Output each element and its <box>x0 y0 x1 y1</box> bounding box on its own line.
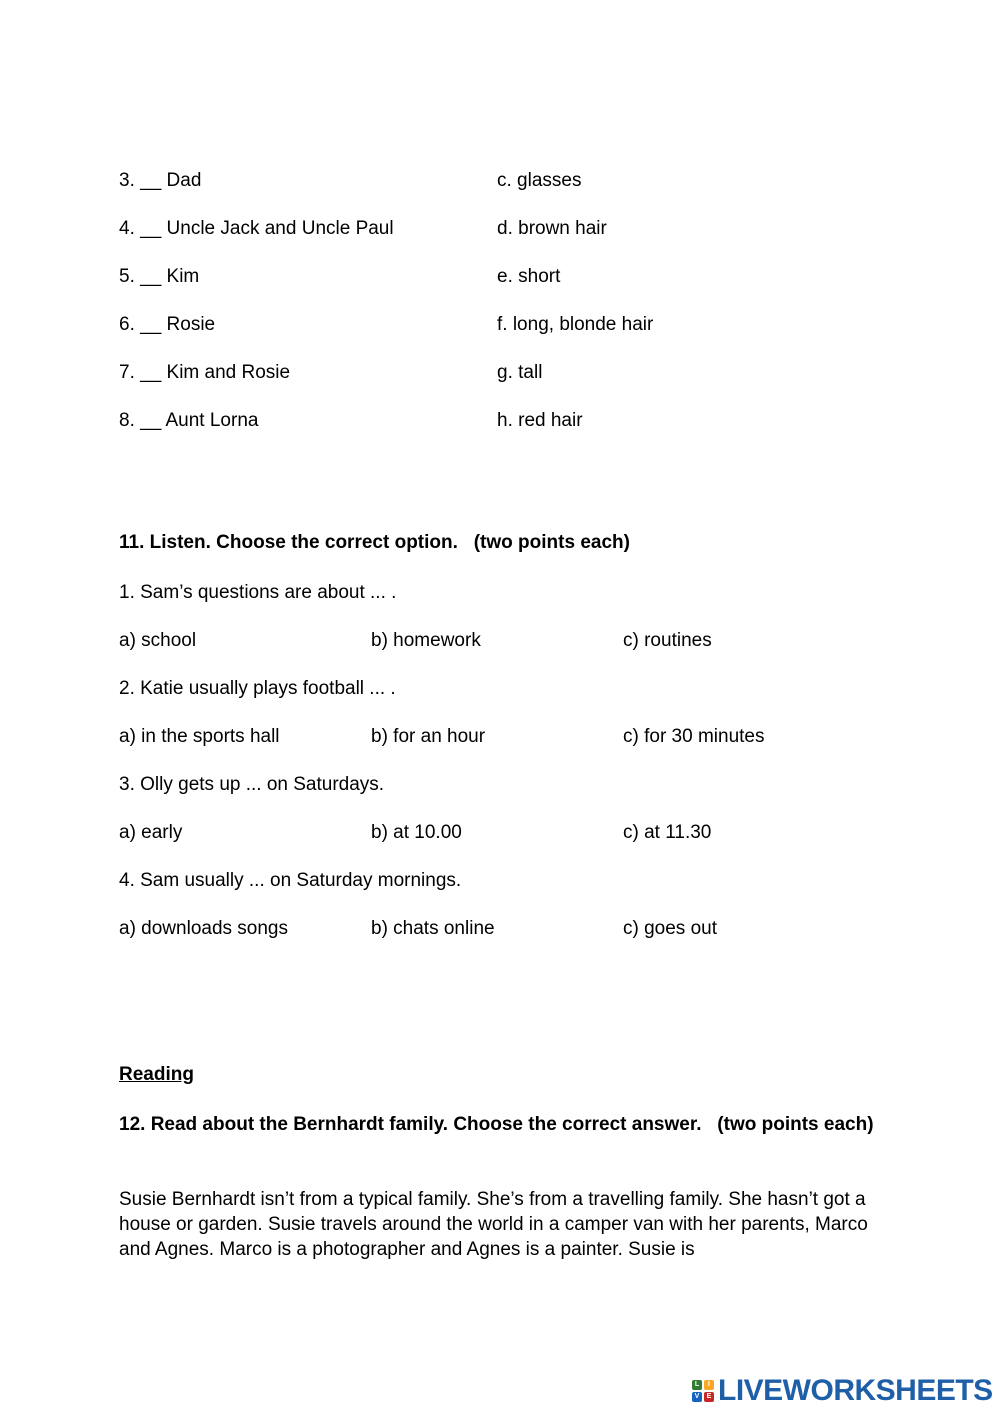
matching-right-item: h. red hair <box>497 410 583 431</box>
liveworksheets-logo <box>692 1376 993 1406</box>
option-b: b) homework <box>371 630 481 651</box>
matching-right-item: e. short <box>497 266 561 287</box>
option-c: c) at 11.30 <box>623 822 712 843</box>
option-c: c) routines <box>623 630 712 651</box>
option-a: a) early <box>119 822 183 843</box>
question-text: 3. Olly gets up ... on Saturdays. <box>119 774 385 795</box>
matching-left-item: 5. __ Kim <box>119 266 200 287</box>
question-text: 1. Sam’s questions are about ... . <box>119 582 397 603</box>
logo-mark-cell: I <box>704 1380 714 1390</box>
option-b: b) at 10.00 <box>371 822 462 843</box>
reading-heading: 12. Read about the Bernhardt family. Choose the correct answer. (two points each) <box>119 1114 874 1135</box>
matching-left-item: 3. __ Dad <box>119 170 202 191</box>
reading-passage: Susie Bernhardt isn’t from a typical family. She’s from a travelling family. She hasn’t got a house or garden. Susie travels around the world in a camper van with her parents, Marco and Agnes. Marco is a photographer and Agnes is a painter. Susie is <box>119 1189 868 1260</box>
matching-left-item: 4. __ Uncle Jack and Uncle Paul <box>119 218 394 239</box>
question-text: 4. Sam usually ... on Saturday mornings. <box>119 870 462 891</box>
option-c: c) for 30 minutes <box>623 726 765 747</box>
matching-left-item: 6. __ Rosie <box>119 314 216 335</box>
option-b: b) chats online <box>371 918 495 939</box>
matching-right-item: c. glasses <box>497 170 582 191</box>
logo-mark-cell: E <box>704 1392 714 1402</box>
option-a: a) in the sports hall <box>119 726 280 747</box>
listening-heading: 11. Listen. Choose the correct option. (two points each) <box>119 532 630 553</box>
matching-right-item: f. long, blonde hair <box>497 314 654 335</box>
matching-right-item: d. brown hair <box>497 218 607 239</box>
option-c: c) goes out <box>623 918 717 939</box>
logo-mark-cell: V <box>692 1392 702 1402</box>
question-text: 2. Katie usually plays football ... . <box>119 678 396 699</box>
logo-mark-icon <box>692 1380 714 1402</box>
option-a: a) downloads songs <box>119 918 288 939</box>
matching-left-item: 8. __ Aunt Lorna <box>119 410 259 431</box>
section-title: Reading <box>119 1064 194 1085</box>
option-a: a) school <box>119 630 197 651</box>
option-b: b) for an hour <box>371 726 486 747</box>
logo-text: LIVEWORKSHEETS <box>718 1374 993 1407</box>
matching-right-item: g. tall <box>497 362 543 383</box>
matching-left-item: 7. __ Kim and Rosie <box>119 362 291 383</box>
logo-mark-cell: L <box>692 1380 702 1390</box>
